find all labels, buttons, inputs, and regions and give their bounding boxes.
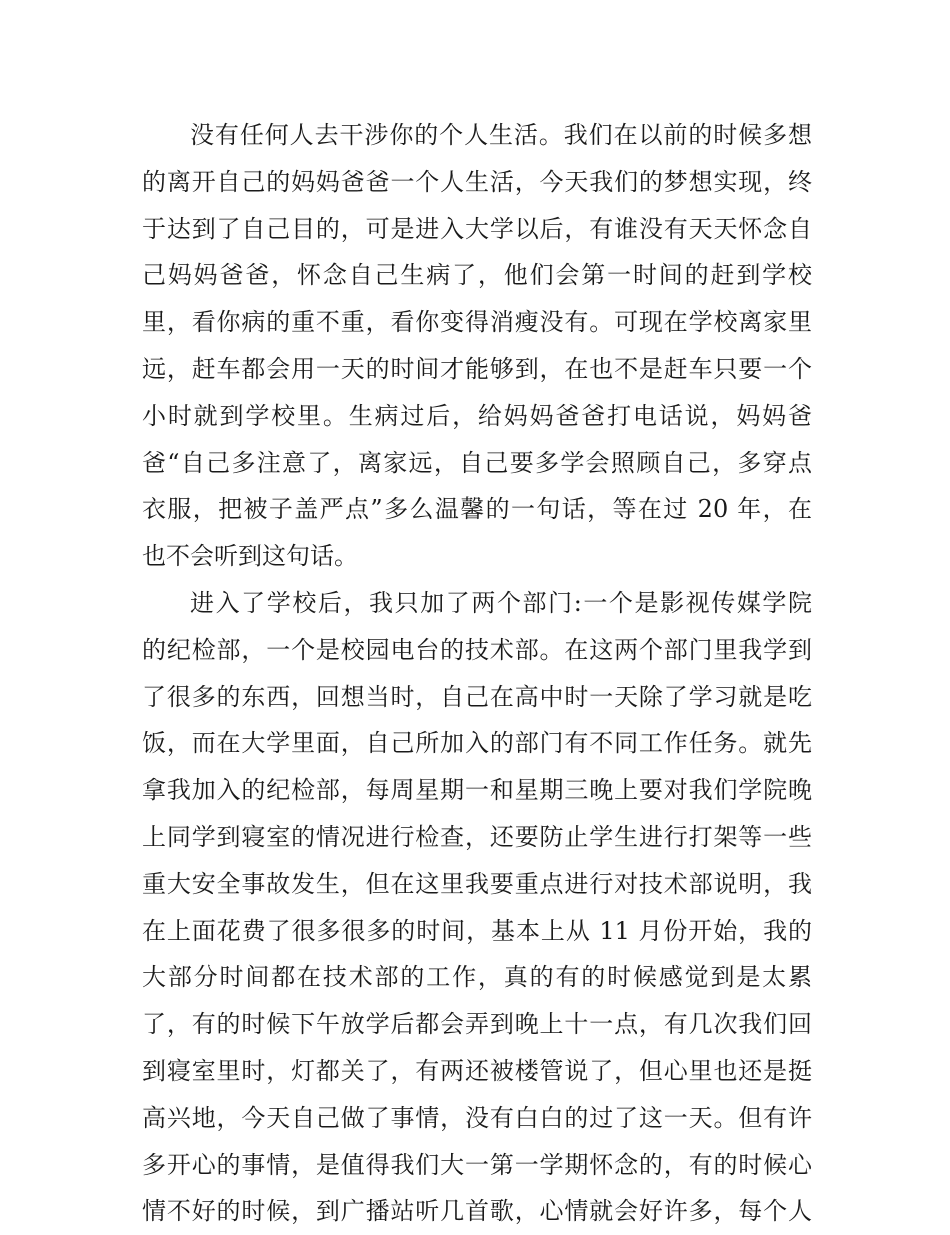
text-line: 爸“自己多注意了，离家远，自己要多学会照顾自己，多穿点 [142,448,812,477]
text-line: 了很多的东西，回想当时，自己在高中时一天除了学习就是吃 [142,682,812,711]
text-line: 小时就到学校里。生病过后，给妈妈爸爸打电话说，妈妈爸 [142,401,812,430]
text-line: 大部分时间都在技术部的工作，真的有的时候感觉到是太累 [142,963,812,992]
text-line: 远，赶车都会用一天的时间才能够到，在也不是赶车只要一个 [142,354,812,383]
paragraph-1 [142,112,812,580]
text-line: 上同学到寝室的情况进行检查，还要防止学生进行打架等一些 [142,822,812,851]
text-line: 没有任何人去干涉你的个人生活。我们在以前的时候多想 [190,121,812,149]
text-line: 多开心的事情，是值得我们大一第一学期怀念的，有的时候心 [142,1150,812,1179]
text-line: 饭，而在大学里面，自己所加入的部门有不同工作任务。就先 [142,729,812,758]
text-line: 情不好的时候，到广播站听几首歌，心情就会好许多，每个人 [142,1197,812,1226]
text-line: 里，看你病的重不重，看你变得消瘦没有。可现在学校离家里 [142,308,812,337]
paragraph-2 [142,580,812,1235]
text-line: 在上面花费了很多很多的时间，基本上从 11 月份开始，我的 [142,916,812,945]
text-line: 的离开自己的妈妈爸爸一个人生活，今天我们的梦想实现，终 [142,167,812,196]
text-line: 到寝室里时，灯都关了，有两还被楼管说了，但心里也还是挺 [142,1056,812,1085]
text-line: 衣服，把被子盖严点”多么温馨的一句话，等在过 20 年，在 [142,495,812,524]
document-body [142,112,812,1235]
text-line: 拿我加入的纪检部，每周星期一和星期三晚上要对我们学院晚 [142,776,812,805]
text-line: 于达到了自己目的，可是进入大学以后，有谁没有天天怀念自 [142,214,812,243]
text-line: 己妈妈爸爸，怀念自己生病了，他们会第一时间的赶到学校 [142,261,812,290]
text-line: 高兴地，今天自己做了事情，没有白白的过了这一天。但有许 [142,1103,812,1132]
text-line: 进入了学校后，我只加了两个部门:一个是影视传媒学院 [190,588,812,617]
text-line: 的纪检部，一个是校园电台的技术部。在这两个部门里我学到 [142,635,812,664]
text-line: 重大安全事故发生，但在这里我要重点进行对技术部说明，我 [142,869,812,898]
text-line: 也不会听到这句话。 [142,542,358,571]
text-line: 了，有的时候下午放学后都会弄到晚上十一点，有几次我们回 [142,1010,812,1039]
